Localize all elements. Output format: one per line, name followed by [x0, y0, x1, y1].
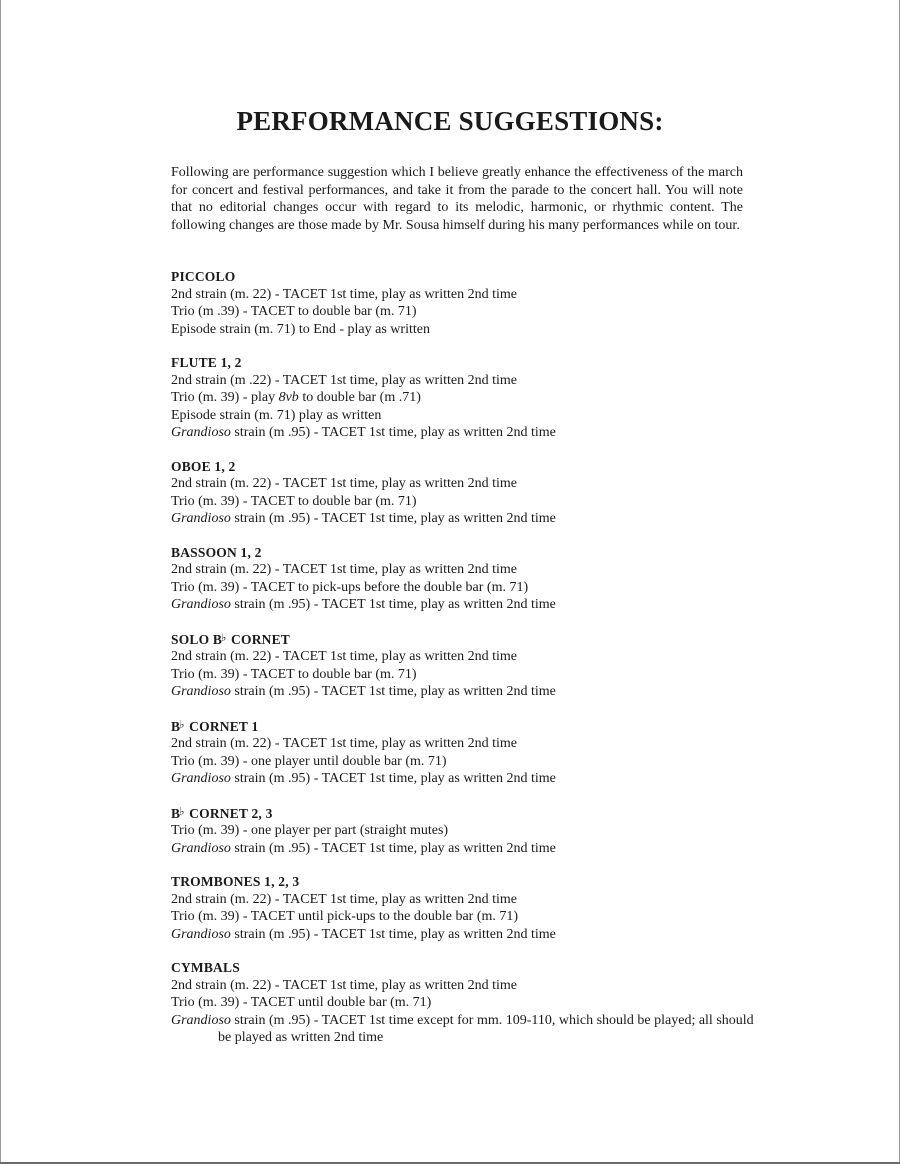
tempo-marking: Grandioso — [171, 511, 231, 526]
section-trombones — [171, 873, 771, 943]
line-text: strain (m .95) - TACET 1st time except for mm. 109-110, which should be played; all should be played as written 2nd time — [218, 1012, 754, 1045]
instruction-line — [171, 770, 771, 788]
instruction-line: Trio (m. 39) - TACET to pick-ups before the double bar (m. 71) — [171, 579, 529, 595]
instruction-line: Trio (m .39) - TACET to double bar (m. 71) — [171, 304, 417, 319]
line-text: strain (m .95) - TACET 1st time, play as written 2nd time — [230, 511, 556, 526]
instruction-line — [171, 683, 771, 701]
page-title: PERFORMANCE SUGGESTIONS: — [236, 106, 664, 136]
line-text: strain (m .95) - TACET 1st time, play as written 2nd time — [230, 926, 556, 942]
tempo-marking: Grandioso — [171, 926, 231, 942]
instruction-line — [171, 424, 771, 442]
section-heading — [171, 717, 771, 736]
section-bassoon — [171, 544, 771, 614]
instruction-line: 2nd strain (m. 22) - TACET 1st time, play as written 2nd time — [171, 286, 517, 302]
instruction-line: Trio (m. 39) - TACET to double bar (m. 71) — [171, 666, 417, 682]
section-heading: FLUTE 1, 2 — [171, 355, 242, 370]
section-flute — [171, 354, 771, 442]
instruction-line: 2nd strain (m. 22) - TACET 1st time, play as written 2nd time — [171, 736, 517, 751]
section-cymbals — [171, 959, 771, 1047]
section-solo-cornet — [171, 630, 771, 701]
heading-text: B — [171, 718, 181, 734]
flat-symbol-icon: ♭ — [221, 631, 227, 644]
heading-text: CORNET — [227, 631, 291, 647]
instruction-line: Trio (m. 39) - TACET to double bar (m. 71) — [171, 493, 417, 509]
intro-paragraph: Following are performance suggestion which I believe greatly enhance the effectiveness of the march for concert and festival performances, and take it from the parade to the concert hall. You will note that no editorial changes occur with regard to its melodic, harmonic, or rhythmic content. The following changes are those made by Mr. Sousa himself during his many performances while on tour. — [171, 165, 743, 233]
instruction-line: Trio (m. 39) - TACET until double bar (m. 71) — [171, 995, 432, 1010]
instrument-sections — [171, 268, 771, 1047]
instruction-line — [171, 596, 771, 614]
flat-symbol-icon: ♭ — [179, 805, 185, 818]
section-piccolo — [171, 268, 771, 338]
instruction-line: 2nd strain (m. 22) - TACET 1st time, play as written 2nd time — [171, 476, 517, 491]
section-heading — [171, 630, 771, 649]
section-heading: CYMBALS — [171, 960, 240, 975]
line-text: to double bar (m .71) — [298, 390, 421, 405]
instruction-line — [171, 926, 771, 944]
instruction-line: 2nd strain (m. 22) - TACET 1st time, play as written 2nd time — [171, 891, 517, 907]
instruction-line: Episode strain (m. 71) play as written — [171, 407, 382, 423]
instruction-line: 2nd strain (m .22) - TACET 1st time, play as written 2nd time — [171, 372, 517, 388]
instruction-line: 2nd strain (m. 22) - TACET 1st time, play as written 2nd time — [171, 977, 517, 993]
section-cornet-2-3 — [171, 804, 771, 858]
instruction-line: 2nd strain (m. 22) - TACET 1st time, play as written 2nd time — [171, 562, 517, 577]
section-heading: TROMBONES 1, 2, 3 — [171, 874, 300, 889]
section-oboe — [171, 458, 771, 528]
flat-symbol-icon: ♭ — [179, 718, 185, 731]
instruction-line — [171, 840, 771, 858]
heading-text: CORNET 2, 3 — [185, 805, 273, 821]
octave-marking: 8vb — [278, 390, 299, 405]
section-cornet-1 — [171, 717, 771, 788]
tempo-marking: Grandioso — [171, 597, 231, 612]
tempo-marking: Grandioso — [171, 771, 231, 786]
instruction-line: 2nd strain (m. 22) - TACET 1st time, play as written 2nd time — [171, 649, 517, 664]
instruction-line — [171, 1012, 758, 1047]
section-heading: OBOE 1, 2 — [171, 458, 236, 474]
section-heading: PICCOLO — [171, 269, 236, 284]
heading-text: SOLO B — [171, 631, 223, 647]
tempo-marking: Grandioso — [171, 425, 231, 440]
heading-text: B — [171, 805, 181, 821]
heading-text: CORNET 1 — [185, 718, 259, 734]
line-text: strain (m .95) - TACET 1st time, play as written 2nd time — [230, 597, 556, 612]
instruction-line — [171, 389, 771, 407]
tempo-marking: Grandioso — [171, 1012, 231, 1028]
instruction-line: Trio (m. 39) - one player until double bar (m. 71) — [171, 753, 447, 769]
instruction-line — [171, 510, 771, 528]
line-text: Trio (m. 39) - play — [171, 390, 279, 405]
tempo-marking: Grandioso — [171, 684, 231, 699]
line-text: strain (m .95) - TACET 1st time, play as written 2nd time — [230, 840, 556, 856]
section-heading: BASSOON 1, 2 — [171, 544, 262, 560]
line-text: strain (m .95) - TACET 1st time, play as written 2nd time — [230, 684, 556, 699]
instruction-line: Trio (m. 39) - TACET until pick-ups to the double bar (m. 71) — [171, 909, 519, 924]
instruction-line: Trio (m. 39) - one player per part (straight mutes) — [171, 823, 449, 838]
line-text: strain (m .95) - TACET 1st time, play as written 2nd time — [230, 425, 556, 440]
page-border-left — [0, 0, 1, 1164]
line-text: strain (m .95) - TACET 1st time, play as written 2nd time — [230, 771, 556, 786]
instruction-line: Episode strain (m. 71) to End - play as written — [171, 321, 430, 337]
section-heading — [171, 804, 771, 823]
tempo-marking: Grandioso — [171, 840, 231, 856]
